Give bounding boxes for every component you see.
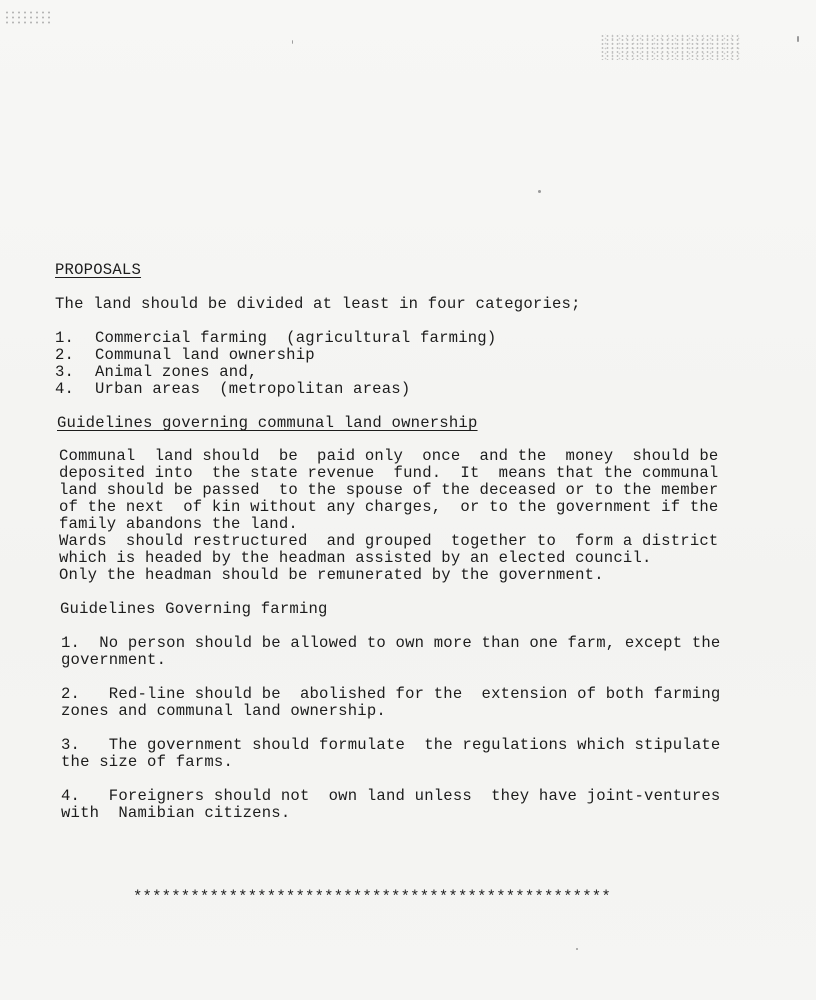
heading-farming-guidelines: Guidelines Governing farming [60, 600, 328, 618]
separator-stars: ************************************************** [133, 888, 611, 906]
category-item [55, 364, 257, 381]
scan-smudge [4, 10, 52, 26]
category-text: Urban areas (metropolitan areas) [95, 380, 411, 398]
farming-item-line: government. [61, 651, 167, 669]
heading-proposals: PROPOSALS [55, 261, 142, 279]
scan-noise [600, 34, 740, 60]
paragraph-line: Wards should restructured and grouped together to form a district [59, 532, 719, 550]
paragraph-line: family abandons the land. [59, 515, 298, 533]
farming-item-line: 3. The government should formulate the regulations which stipulate [61, 736, 721, 754]
category-number: 1. [55, 329, 75, 347]
category-number: 3. [55, 363, 75, 381]
farming-item-line: with Namibian citizens. [61, 804, 291, 822]
category-text: Commercial farming (agricultural farming) [95, 329, 497, 347]
farming-item-line: 2. Red-line should be abolished for the extension of both farming [61, 685, 721, 703]
category-text: Communal land ownership [95, 346, 315, 364]
category-item [55, 330, 496, 347]
paragraph-line: Only the headman should be remunerated by the government. [59, 566, 604, 584]
farming-item-line: the size of farms. [61, 753, 234, 771]
farming-item-line: zones and communal land ownership. [61, 702, 386, 720]
category-item [55, 381, 410, 398]
category-number: 2. [55, 346, 75, 364]
scan-speck [292, 40, 293, 44]
paragraph-line: land should be passed to the spouse of the deceased or to the member [59, 481, 719, 499]
farming-item-line: 1. No person should be allowed to own more than one farm, except the [61, 634, 721, 652]
category-text: Animal zones and, [95, 363, 258, 381]
scan-speck [538, 190, 541, 193]
farming-item-line: 4. Foreigners should not own land unless they have joint-ventures [61, 787, 721, 805]
intro-text: The land should be divided at least in four categories; [55, 295, 581, 313]
category-number: 4. [55, 380, 75, 398]
paragraph-line: which is headed by the headman assisted by an elected council. [59, 549, 652, 567]
heading-communal-guidelines: Guidelines governing communal land ownership [57, 414, 478, 432]
paragraph-line: deposited into the state revenue fund. It means that the communal [59, 464, 719, 482]
paragraph-line: Communal land should be paid only once and the money should be [59, 447, 719, 465]
paragraph-line: of the next of kin without any charges, or to the government if the [59, 498, 719, 516]
scan-speck [797, 36, 799, 42]
category-item [55, 347, 315, 364]
scan-speck [576, 948, 578, 950]
